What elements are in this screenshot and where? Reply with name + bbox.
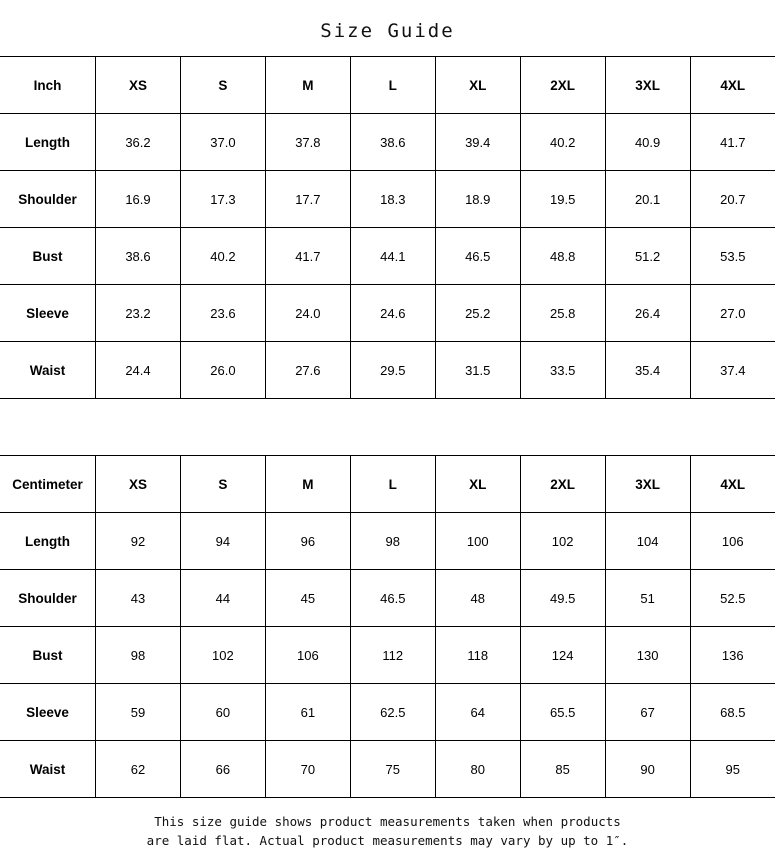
cell-sleeve-m: 24.0: [265, 285, 350, 342]
cell-shoulder-2xl: 49.5: [520, 570, 605, 627]
cell-bust-2xl: 48.8: [520, 228, 605, 285]
row-label-sleeve: Sleeve: [0, 684, 96, 741]
cell-length-m: 37.8: [265, 114, 350, 171]
cell-bust-xl: 46.5: [435, 228, 520, 285]
cell-bust-xs: 98: [96, 627, 181, 684]
size-header-l: L: [350, 57, 435, 114]
row-label-bust: Bust: [0, 228, 96, 285]
row-label-waist: Waist: [0, 741, 96, 798]
cell-length-s: 94: [180, 513, 265, 570]
cell-sleeve-xs: 23.2: [96, 285, 181, 342]
cell-shoulder-2xl: 19.5: [520, 171, 605, 228]
cell-waist-m: 70: [265, 741, 350, 798]
table-header-row: [0, 57, 775, 114]
cell-waist-3xl: 35.4: [605, 342, 690, 399]
cell-bust-4xl: 136: [690, 627, 775, 684]
cell-sleeve-4xl: 27.0: [690, 285, 775, 342]
table-row: [0, 114, 775, 171]
row-label-shoulder: Shoulder: [0, 171, 96, 228]
size-header-xs: XS: [96, 456, 181, 513]
cell-sleeve-xs: 59: [96, 684, 181, 741]
cell-waist-xl: 80: [435, 741, 520, 798]
cell-sleeve-3xl: 26.4: [605, 285, 690, 342]
size-header-s: S: [180, 456, 265, 513]
cell-waist-xs: 62: [96, 741, 181, 798]
cell-length-l: 38.6: [350, 114, 435, 171]
cell-sleeve-m: 61: [265, 684, 350, 741]
table-row: [0, 684, 775, 741]
page-title: Size Guide: [320, 20, 455, 42]
size-header-2xl: 2XL: [520, 57, 605, 114]
cell-sleeve-2xl: 25.8: [520, 285, 605, 342]
row-label-shoulder: Shoulder: [0, 570, 96, 627]
cell-shoulder-3xl: 51: [605, 570, 690, 627]
size-header-m: M: [265, 456, 350, 513]
size-header-s: S: [180, 57, 265, 114]
size-header-2xl: 2XL: [520, 456, 605, 513]
row-label-length: Length: [0, 114, 96, 171]
cell-shoulder-l: 18.3: [350, 171, 435, 228]
cell-length-3xl: 104: [605, 513, 690, 570]
cell-length-4xl: 41.7: [690, 114, 775, 171]
table-row: [0, 285, 775, 342]
cell-bust-l: 112: [350, 627, 435, 684]
cell-sleeve-xl: 25.2: [435, 285, 520, 342]
cell-shoulder-xl: 48: [435, 570, 520, 627]
cell-bust-4xl: 53.5: [690, 228, 775, 285]
cell-shoulder-xl: 18.9: [435, 171, 520, 228]
size-header-3xl: 3XL: [605, 57, 690, 114]
cell-waist-3xl: 90: [605, 741, 690, 798]
cell-waist-4xl: 37.4: [690, 342, 775, 399]
table-row: [0, 342, 775, 399]
size-header-m: M: [265, 57, 350, 114]
cell-bust-2xl: 124: [520, 627, 605, 684]
cell-waist-l: 75: [350, 741, 435, 798]
table-row: [0, 228, 775, 285]
cell-length-xs: 36.2: [96, 114, 181, 171]
cell-length-3xl: 40.9: [605, 114, 690, 171]
cell-shoulder-s: 44: [180, 570, 265, 627]
cell-waist-s: 26.0: [180, 342, 265, 399]
size-header-4xl: 4XL: [690, 57, 775, 114]
cell-length-2xl: 102: [520, 513, 605, 570]
cell-shoulder-4xl: 52.5: [690, 570, 775, 627]
size-header-3xl: 3XL: [605, 456, 690, 513]
cell-shoulder-l: 46.5: [350, 570, 435, 627]
cell-length-xl: 39.4: [435, 114, 520, 171]
cell-waist-xs: 24.4: [96, 342, 181, 399]
footnote: [0, 798, 775, 851]
cell-length-xs: 92: [96, 513, 181, 570]
unit-header-inch: Inch: [0, 57, 96, 114]
cell-waist-xl: 31.5: [435, 342, 520, 399]
size-header-4xl: 4XL: [690, 456, 775, 513]
footnote-line-2: are laid flat. Actual product measurements may vary by up to 1″.: [146, 833, 629, 849]
table-row: [0, 741, 775, 798]
size-table-inch: [0, 56, 775, 399]
row-label-bust: Bust: [0, 627, 96, 684]
cell-waist-l: 29.5: [350, 342, 435, 399]
cell-sleeve-s: 23.6: [180, 285, 265, 342]
cell-sleeve-l: 24.6: [350, 285, 435, 342]
cell-bust-l: 44.1: [350, 228, 435, 285]
cell-shoulder-s: 17.3: [180, 171, 265, 228]
row-label-waist: Waist: [0, 342, 96, 399]
cell-shoulder-3xl: 20.1: [605, 171, 690, 228]
cell-length-4xl: 106: [690, 513, 775, 570]
cell-length-2xl: 40.2: [520, 114, 605, 171]
table-header-row: [0, 456, 775, 513]
row-label-length: Length: [0, 513, 96, 570]
cell-bust-m: 106: [265, 627, 350, 684]
cell-waist-m: 27.6: [265, 342, 350, 399]
table-separator: [0, 399, 775, 455]
cell-sleeve-3xl: 67: [605, 684, 690, 741]
cell-bust-m: 41.7: [265, 228, 350, 285]
cell-shoulder-m: 45: [265, 570, 350, 627]
cell-length-m: 96: [265, 513, 350, 570]
size-header-xs: XS: [96, 57, 181, 114]
cell-waist-2xl: 33.5: [520, 342, 605, 399]
row-label-sleeve: Sleeve: [0, 285, 96, 342]
table-row: [0, 570, 775, 627]
cell-shoulder-m: 17.7: [265, 171, 350, 228]
cell-bust-xl: 118: [435, 627, 520, 684]
cell-waist-4xl: 95: [690, 741, 775, 798]
cell-waist-2xl: 85: [520, 741, 605, 798]
cell-bust-s: 102: [180, 627, 265, 684]
cell-length-xl: 100: [435, 513, 520, 570]
cell-length-s: 37.0: [180, 114, 265, 171]
cell-shoulder-xs: 43: [96, 570, 181, 627]
unit-header-centimeter: Centimeter: [0, 456, 96, 513]
cell-bust-3xl: 130: [605, 627, 690, 684]
cell-shoulder-xs: 16.9: [96, 171, 181, 228]
size-header-xl: XL: [435, 57, 520, 114]
cell-bust-xs: 38.6: [96, 228, 181, 285]
cell-bust-s: 40.2: [180, 228, 265, 285]
cell-shoulder-4xl: 20.7: [690, 171, 775, 228]
table-row: [0, 171, 775, 228]
cell-sleeve-4xl: 68.5: [690, 684, 775, 741]
cell-bust-3xl: 51.2: [605, 228, 690, 285]
table-row: [0, 627, 775, 684]
size-header-l: L: [350, 456, 435, 513]
cell-sleeve-xl: 64: [435, 684, 520, 741]
cell-sleeve-s: 60: [180, 684, 265, 741]
cell-waist-s: 66: [180, 741, 265, 798]
size-header-xl: XL: [435, 456, 520, 513]
table-row: [0, 513, 775, 570]
footnote-line-1: This size guide shows product measurements taken when products: [154, 814, 621, 829]
size-table-centimeter: [0, 455, 775, 798]
cell-sleeve-l: 62.5: [350, 684, 435, 741]
cell-sleeve-2xl: 65.5: [520, 684, 605, 741]
cell-length-l: 98: [350, 513, 435, 570]
